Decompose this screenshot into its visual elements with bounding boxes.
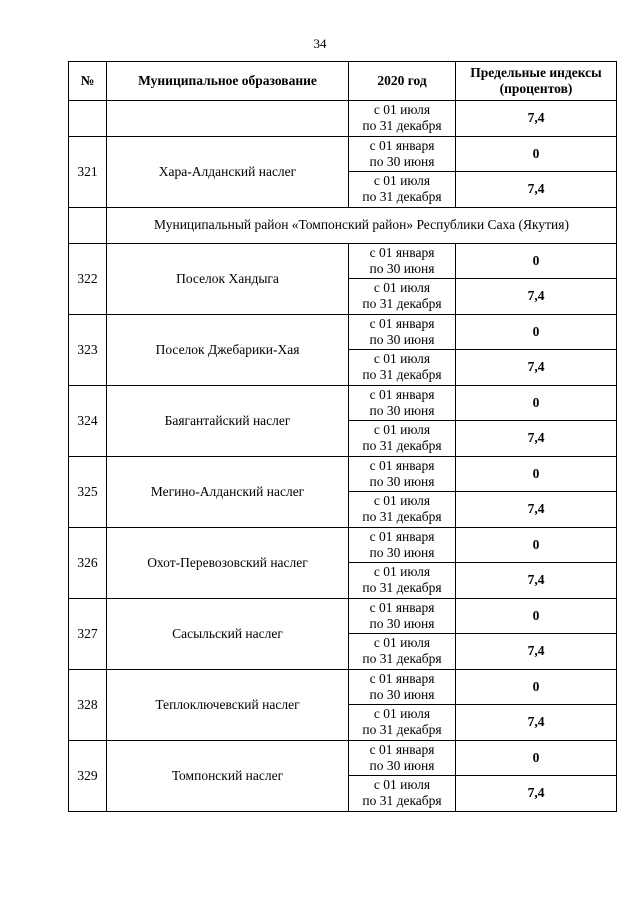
table-row: [69, 385, 617, 421]
period-start: с 01 июля: [373, 635, 431, 651]
row-period: [349, 563, 456, 599]
period-start: с 01 июля: [373, 351, 431, 367]
row-index: 7,4: [456, 705, 617, 741]
row-period: [349, 350, 456, 386]
row-index: 7,4: [456, 634, 617, 670]
row-index: 0: [456, 456, 617, 492]
table-row: [69, 456, 617, 492]
row-num: 328: [69, 669, 107, 740]
row-index: 7,4: [456, 172, 617, 208]
row-municipality: Томпонский наслег: [107, 740, 349, 811]
period-start: с 01 января: [369, 599, 435, 615]
row-index: 7,4: [456, 279, 617, 315]
period-end: по 31 декабря: [362, 793, 442, 809]
row-period: [349, 101, 456, 137]
period-end: по 30 июня: [369, 615, 435, 631]
period-end: по 30 июня: [369, 757, 435, 773]
row-num: 323: [69, 314, 107, 385]
header-year: 2020 год: [349, 62, 456, 101]
row-index: 0: [456, 243, 617, 279]
row-municipality: Поселок Джебарики-Хая: [107, 314, 349, 385]
period-start: с 01 июля: [373, 102, 431, 118]
period-end: по 31 декабря: [362, 296, 442, 312]
row-period: [349, 669, 456, 705]
row-index: 0: [456, 314, 617, 350]
row-municipality: Мегино-Алданский наслег: [107, 456, 349, 527]
district-row: [69, 207, 617, 243]
period-end: по 30 июня: [369, 331, 435, 347]
period-end: по 30 июня: [369, 153, 435, 169]
header-index: Предельные индексы (процентов): [456, 62, 617, 101]
period-start: с 01 июля: [373, 706, 431, 722]
period-start: с 01 января: [369, 457, 435, 473]
row-index: 7,4: [456, 350, 617, 386]
row-index: 0: [456, 669, 617, 705]
row-municipality: Сасыльский наслег: [107, 598, 349, 669]
period-start: с 01 июля: [373, 493, 431, 509]
period-end: по 31 декабря: [362, 509, 442, 525]
row-municipality: Поселок Хандыга: [107, 243, 349, 314]
period-start: с 01 января: [369, 741, 435, 757]
row-index: 7,4: [456, 421, 617, 457]
period-end: по 31 декабря: [362, 722, 442, 738]
row-num: 326: [69, 527, 107, 598]
period-start: с 01 июля: [373, 280, 431, 296]
period-end: по 31 декабря: [362, 651, 442, 667]
header-municipality: Муниципальное образование: [107, 62, 349, 101]
row-period: [349, 634, 456, 670]
row-period: [349, 314, 456, 350]
row-period: [349, 598, 456, 634]
district-num: [69, 207, 107, 243]
row-period: [349, 172, 456, 208]
page-number: 34: [313, 36, 327, 51]
row-num: 329: [69, 740, 107, 811]
row-period: [349, 740, 456, 776]
row-period: [349, 279, 456, 315]
row-municipality: Хара-Алданский наслег: [107, 136, 349, 207]
row-index: 0: [456, 740, 617, 776]
row-index: 7,4: [456, 492, 617, 528]
row-index: 7,4: [456, 101, 617, 137]
table-row: [69, 314, 617, 350]
header-num: №: [69, 62, 107, 101]
row-num: 327: [69, 598, 107, 669]
table-row: [69, 136, 617, 172]
period-start: с 01 января: [369, 315, 435, 331]
period-end: по 30 июня: [369, 473, 435, 489]
row-period: [349, 385, 456, 421]
row-municipality: [107, 101, 349, 137]
row-period: [349, 243, 456, 279]
period-start: с 01 января: [369, 244, 435, 260]
period-end: по 30 июня: [369, 544, 435, 560]
row-index: 0: [456, 136, 617, 172]
period-start: с 01 июля: [373, 564, 431, 580]
table-row: [69, 101, 617, 137]
table-header-row: [69, 62, 617, 101]
table-row: [69, 527, 617, 563]
row-period: [349, 776, 456, 812]
row-period: [349, 705, 456, 741]
row-period: [349, 456, 456, 492]
table-row: [69, 669, 617, 705]
row-municipality: Теплоключевский наслег: [107, 669, 349, 740]
row-num: 325: [69, 456, 107, 527]
row-period: [349, 492, 456, 528]
period-end: по 31 декабря: [362, 580, 442, 596]
row-index: 7,4: [456, 776, 617, 812]
district-title: Муниципальный район «Томпонский район» Республики Саха (Якутия): [107, 207, 617, 243]
row-index: 0: [456, 527, 617, 563]
row-period: [349, 421, 456, 457]
period-start: с 01 января: [369, 670, 435, 686]
row-period: [349, 136, 456, 172]
row-municipality: Баягантайский наслег: [107, 385, 349, 456]
period-end: по 31 декабря: [362, 189, 442, 205]
period-end: по 31 декабря: [362, 438, 442, 454]
period-end: по 31 декабря: [362, 367, 442, 383]
row-municipality: Охот-Перевозовский наслег: [107, 527, 349, 598]
table-row: [69, 243, 617, 279]
row-num: [69, 101, 107, 137]
period-start: с 01 января: [369, 528, 435, 544]
row-num: 322: [69, 243, 107, 314]
period-end: по 31 декабря: [362, 118, 442, 134]
row-period: [349, 527, 456, 563]
period-end: по 30 июня: [369, 260, 435, 276]
period-end: по 30 июня: [369, 686, 435, 702]
table-row: [69, 598, 617, 634]
table-row: [69, 740, 617, 776]
period-start: с 01 июля: [373, 173, 431, 189]
row-index: 0: [456, 385, 617, 421]
row-num: 324: [69, 385, 107, 456]
row-index: 0: [456, 598, 617, 634]
row-num: 321: [69, 136, 107, 207]
table-body: [69, 101, 617, 812]
period-start: с 01 января: [369, 137, 435, 153]
period-start: с 01 января: [369, 386, 435, 402]
tariff-index-table: [68, 61, 617, 812]
row-index: 7,4: [456, 563, 617, 599]
period-start: с 01 июля: [373, 422, 431, 438]
period-end: по 30 июня: [369, 402, 435, 418]
period-start: с 01 июля: [373, 777, 431, 793]
